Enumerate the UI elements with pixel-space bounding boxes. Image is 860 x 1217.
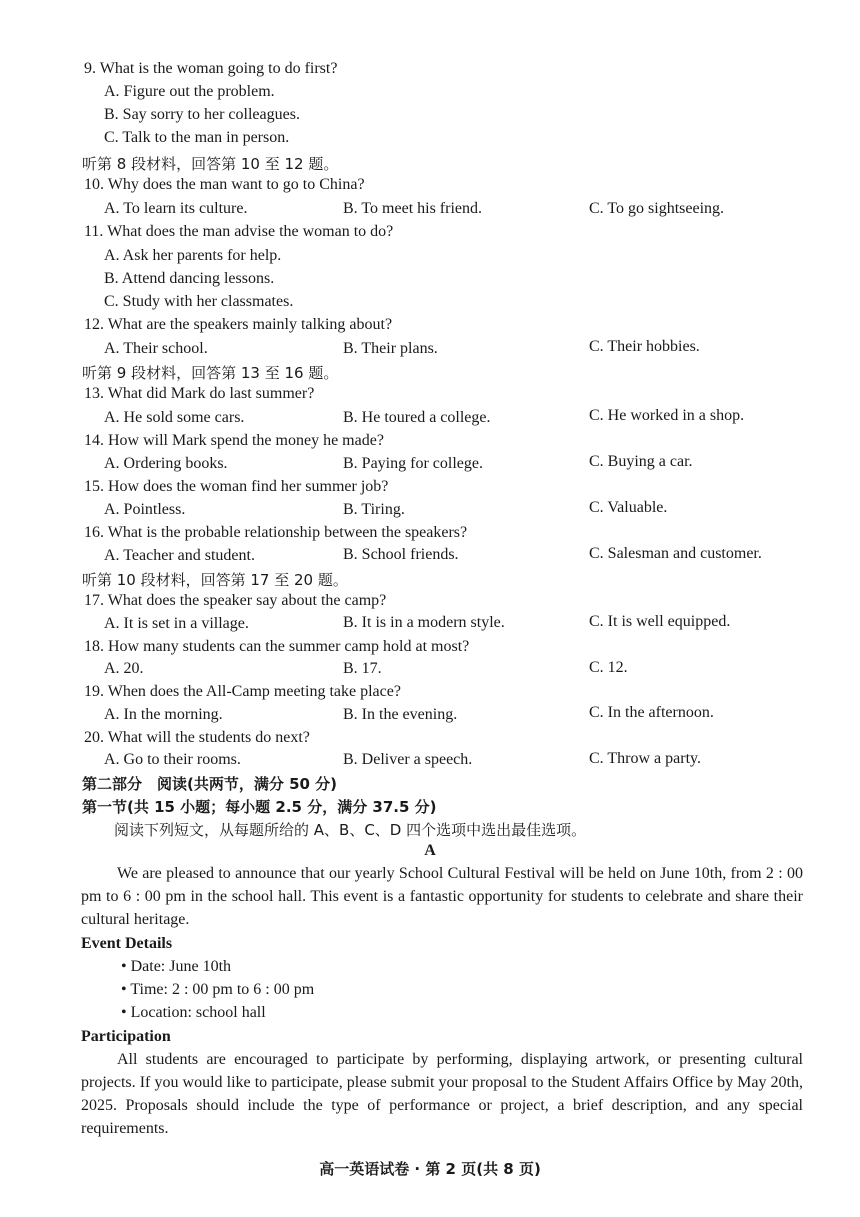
question-16: 16. What is the probable relationship between the speakers? bbox=[84, 524, 468, 541]
participation-paragraph: All students are encouraged to participate by performing, displaying artwork, or presenting cultural projects. If you would like to participate, please submit your proposal to the Student Affairs Office by May 20th, 2025. Proposals should include the type of performance or project, a brief description, and any special requirements. bbox=[81, 1051, 803, 1137]
q11-option-a: A. Ask her parents for help. bbox=[104, 247, 282, 264]
question-17: 17. What does the speaker say about the camp? bbox=[84, 592, 387, 609]
passage-letter: A bbox=[424, 842, 436, 859]
section-header-9: 听第 9 段材料，回答第 13 至 16 题。 bbox=[82, 364, 339, 382]
q9-option-c: C. Talk to the man in person. bbox=[104, 129, 290, 146]
page-footer: 高一英语试卷 · 第 2 页(共 8 页) bbox=[319, 1160, 541, 1178]
question-10: 10. Why does the man want to go to China? bbox=[84, 176, 365, 193]
q11-option-c: C. Study with her classmates. bbox=[104, 293, 294, 310]
question-9: 9. What is the woman going to do first? bbox=[84, 60, 338, 77]
q18-option-b: B. 17. bbox=[343, 660, 382, 677]
q14-option-b: B. Paying for college. bbox=[343, 455, 483, 472]
q18-option-c: C. 12. bbox=[589, 659, 628, 676]
q10-option-b: B. To meet his friend. bbox=[343, 200, 483, 217]
q17-option-b: B. It is in a modern style. bbox=[343, 614, 505, 631]
section-one-heading: 第一节(共 15 小题；每小题 2.5 分，满分 37.5 分) bbox=[82, 798, 437, 816]
q16-option-a: A. Teacher and student. bbox=[104, 547, 255, 564]
q13-option-c: C. He worked in a shop. bbox=[589, 407, 745, 424]
reading-instruction: 阅读下列短文，从每题所给的 A、B、C、D 四个选项中选出最佳选项。 bbox=[114, 821, 587, 839]
q16-option-c: C. Salesman and customer. bbox=[589, 545, 762, 562]
q17-option-a: A. It is set in a village. bbox=[104, 615, 249, 632]
section-header-10: 听第 10 段材料，回答第 17 至 20 题。 bbox=[82, 571, 348, 589]
passage-intro: We are pleased to announce that our yearly School Cultural Festival will be held on June 10th, from 2 : 00 pm to 6 : 00 pm in the school hall. This event is a fantastic opportunity for students to celebrate and share their cultural heritage. bbox=[81, 865, 803, 928]
q14-option-c: C. Buying a car. bbox=[589, 453, 693, 470]
question-20: 20. What will the students do next? bbox=[84, 729, 310, 746]
q19-option-b: B. In the evening. bbox=[343, 706, 458, 723]
question-13: 13. What did Mark do last summer? bbox=[84, 385, 315, 402]
q10-option-a: A. To learn its culture. bbox=[104, 200, 248, 217]
event-details-heading: Event Details bbox=[81, 935, 173, 952]
question-14: 14. How will Mark spend the money he made? bbox=[84, 432, 384, 449]
q10-option-c: C. To go sightseeing. bbox=[589, 200, 725, 217]
question-11: 11. What does the man advise the woman to do? bbox=[84, 223, 394, 240]
q12-option-c: C. Their hobbies. bbox=[589, 338, 700, 355]
q19-option-c: C. In the afternoon. bbox=[589, 704, 714, 721]
q14-option-a: A. Ordering books. bbox=[104, 455, 228, 472]
participation-heading: Participation bbox=[81, 1028, 171, 1045]
q19-option-a: A. In the morning. bbox=[104, 706, 223, 723]
question-12: 12. What are the speakers mainly talking about? bbox=[84, 316, 393, 333]
question-18: 18. How many students can the summer camp hold at most? bbox=[84, 638, 470, 655]
q9-option-b: B. Say sorry to her colleagues. bbox=[104, 106, 300, 123]
q15-option-c: C. Valuable. bbox=[589, 499, 668, 516]
detail-date: • Date: June 10th bbox=[121, 958, 232, 975]
q15-option-a: A. Pointless. bbox=[104, 501, 186, 518]
q15-option-b: B. Tiring. bbox=[343, 501, 405, 518]
section-header-8: 听第 8 段材料，回答第 10 至 12 题。 bbox=[82, 155, 339, 173]
q20-option-c: C. Throw a party. bbox=[589, 750, 701, 767]
part-two-heading: 第二部分 阅读(共两节，满分 50 分) bbox=[82, 775, 338, 793]
detail-location: • Location: school hall bbox=[121, 1004, 266, 1021]
q16-option-b: B. School friends. bbox=[343, 546, 459, 563]
q20-option-b: B. Deliver a speech. bbox=[343, 751, 473, 768]
q9-option-a: A. Figure out the problem. bbox=[104, 83, 275, 100]
q13-option-b: B. He toured a college. bbox=[343, 409, 491, 426]
question-19: 19. When does the All-Camp meeting take place? bbox=[84, 683, 401, 700]
q11-option-b: B. Attend dancing lessons. bbox=[104, 270, 275, 287]
q13-option-a: A. He sold some cars. bbox=[104, 409, 245, 426]
q12-option-a: A. Their school. bbox=[104, 340, 208, 357]
q17-option-c: C. It is well equipped. bbox=[589, 613, 731, 630]
detail-time: • Time: 2 : 00 pm to 6 : 00 pm bbox=[121, 981, 315, 998]
q20-option-a: A. Go to their rooms. bbox=[104, 751, 241, 768]
q12-option-b: B. Their plans. bbox=[343, 340, 438, 357]
q18-option-a: A. 20. bbox=[104, 660, 144, 677]
question-15: 15. How does the woman find her summer job? bbox=[84, 478, 389, 495]
